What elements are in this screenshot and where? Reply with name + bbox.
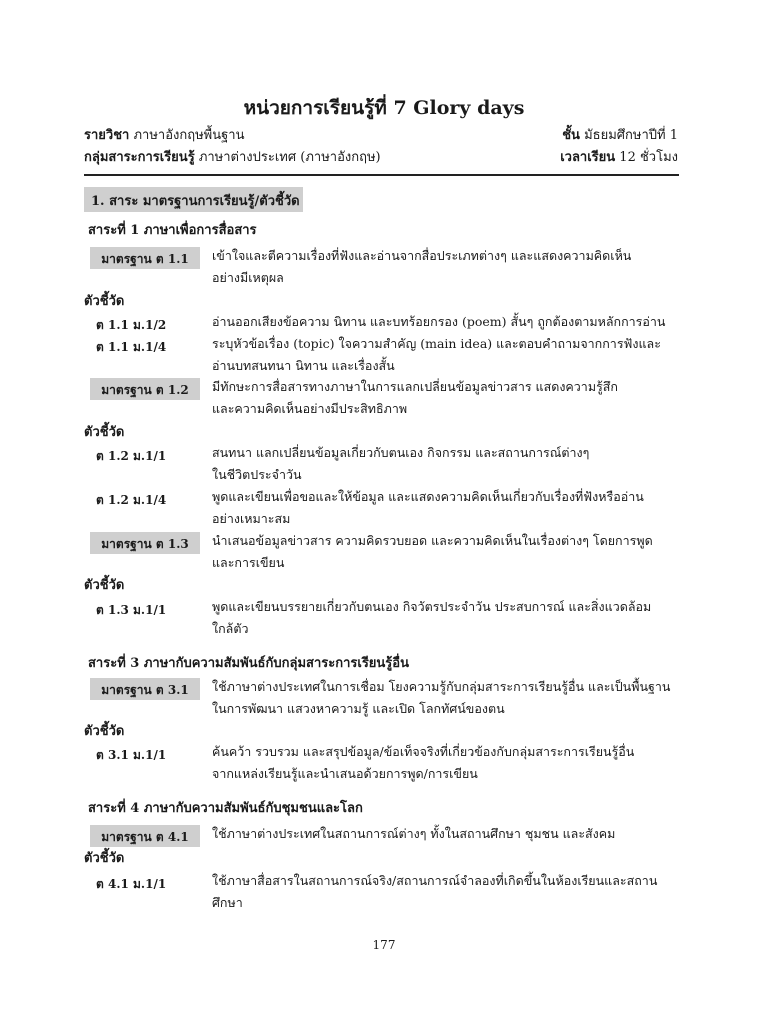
- standard-4-1-line-1: ใช้ภาษาต่างประเทศในสถานการณ์ต่างๆ ทั้งในสถานศึกษา ชุมชน และสังคม: [212, 826, 616, 841]
- standard-4-1-badge: มาตรฐาน ต 4.1: [90, 825, 200, 847]
- indicator-code: ต 1.2 ม.1/1: [96, 449, 167, 463]
- subject-value: ภาษาอังกฤษพื้นฐาน: [133, 128, 245, 143]
- indicator-text: [212, 442, 682, 486]
- page-number: 177: [372, 938, 396, 952]
- indicator-text: [212, 596, 682, 640]
- standard-1-2-badge: มาตรฐาน ต 1.2: [90, 378, 200, 400]
- indicator-code: ต 1.1 ม.1/4: [96, 340, 167, 354]
- indicator-text: [212, 311, 682, 333]
- learning-group-label: กลุ่มสาระการเรียนรู้: [84, 150, 195, 165]
- standard-3-1-line-2: ในการพัฒนา แสวงหาความรู้ และเปิด โลกทัศน์ของตน: [212, 701, 505, 716]
- header-divider: [84, 174, 679, 176]
- standard-1-2-line-1: มีทักษะการสื่อสารทางภาษาในการแลกเปลี่ยนข้อมูลข่าวสาร แสดงความรู้สึก: [212, 379, 618, 394]
- standard-1-1-badge: มาตรฐาน ต 1.1: [90, 247, 200, 269]
- standard-3-1-badge: มาตรฐาน ต 3.1: [90, 678, 200, 700]
- indicator-line: ระบุหัวข้อเรื่อง (topic) ใจความสำคัญ (main idea) และตอบคำถามจากการฟังและ: [212, 336, 661, 351]
- indicator-line: ใกล้ตัว: [212, 621, 249, 636]
- standard-1-1-text: [212, 245, 682, 289]
- indicator-code: ต 3.1 ม.1/1: [96, 748, 167, 762]
- indicator-line: อ่านบทสนทนา นิทาน และเรื่องสั้น: [212, 358, 395, 373]
- indicator-line: พูดและเขียนบรรยายเกี่ยวกับตนเอง กิจวัตรประจำวัน ประสบการณ์ และสิ่งแวดล้อม: [212, 599, 652, 614]
- study-time-value: 12 ชั่วโมง: [619, 150, 678, 165]
- indicator-text: [212, 870, 682, 914]
- indicator-heading: ตัวชี้วัด: [84, 578, 125, 593]
- grade-line: [562, 124, 678, 145]
- indicator-line: อย่างเหมาะสม: [212, 511, 291, 526]
- indicator-text: [212, 333, 682, 377]
- standard-1-2-text: [212, 376, 682, 420]
- indicator-line: ค้นคว้า รวบรวม และสรุปข้อมูล/ข้อเท็จจริงที่เกี่ยวข้องกับกลุ่มสาระการเรียนรู้อื่น: [212, 744, 635, 759]
- standard-1-3-line-2: และการเขียน: [212, 555, 285, 570]
- indicator-heading: ตัวชี้วัด: [84, 425, 125, 440]
- strand-4-heading: สาระที่ 4 ภาษากับความสัมพันธ์กับชุมชนและโลก: [88, 801, 363, 816]
- grade-value: มัธยมศึกษาปีที่ 1: [584, 128, 678, 143]
- subject-label: รายวิชา: [84, 128, 130, 143]
- standard-1-3-badge: มาตรฐาน ต 1.3: [90, 532, 200, 554]
- unit-title: หน่วยการเรียนรู้ที่ 7 Glory days: [243, 97, 525, 119]
- standard-3-1-text: [212, 676, 682, 720]
- indicator-heading: ตัวชี้วัด: [84, 724, 125, 739]
- indicator-line: พูดและเขียนเพื่อขอและให้ข้อมูล และแสดงความคิดเห็นเกี่ยวกับเรื่องที่ฟังหรืออ่าน: [212, 489, 644, 504]
- section-heading: 1. สาระ มาตรฐานการเรียนรู้/ตัวชี้วัด: [84, 187, 303, 212]
- standard-1-2-line-2: และความคิดเห็นอย่างมีประสิทธิภาพ: [212, 401, 408, 416]
- indicator-line: ใช้ภาษาสื่อสารในสถานการณ์จริง/สถานการณ์จำลองที่เกิดขึ้นในห้องเรียนและสถาน: [212, 873, 658, 888]
- indicator-heading: ตัวชี้วัด: [84, 294, 125, 309]
- indicator-line: ศึกษา: [212, 895, 243, 910]
- indicator-heading: ตัวชี้วัด: [84, 851, 125, 866]
- indicator-text: [212, 741, 682, 785]
- strand-1-heading: สาระที่ 1 ภาษาเพื่อการสื่อสาร: [88, 223, 257, 238]
- indicator-line: จากแหล่งเรียนรู้และนำเสนอด้วยการพูด/การเขียน: [212, 766, 478, 781]
- standard-1-1-line-2: อย่างมีเหตุผล: [212, 270, 284, 285]
- standard-4-1-text: [212, 823, 682, 845]
- indicator-text: [212, 486, 682, 530]
- subject-line: [84, 124, 245, 145]
- standard-3-1-line-1: ใช้ภาษาต่างประเทศในการเชื่อม โยงความรู้กับกลุ่มสาระการเรียนรู้อื่น และเป็นพื้นฐาน: [212, 679, 671, 694]
- standard-1-3-text: [212, 530, 682, 574]
- study-time-label: เวลาเรียน: [560, 150, 616, 165]
- study-time-line: [560, 146, 678, 167]
- strand-3-heading: สาระที่ 3 ภาษากับความสัมพันธ์กับกลุ่มสาระการเรียนรู้อื่น: [88, 656, 409, 671]
- indicator-line: ในชีวิตประจำวัน: [212, 467, 302, 482]
- indicator-line: สนทนา แลกเปลี่ยนข้อมูลเกี่ยวกับตนเอง กิจกรรม และสถานการณ์ต่างๆ: [212, 445, 590, 460]
- indicator-code: ต 1.3 ม.1/1: [96, 603, 167, 617]
- learning-group-line: [84, 146, 381, 167]
- indicator-code: ต 4.1 ม.1/1: [96, 877, 167, 891]
- standard-1-3-line-1: นำเสนอข้อมูลข่าวสาร ความคิดรวบยอด และความคิดเห็นในเรื่องต่างๆ โดยการพูด: [212, 533, 653, 548]
- grade-label: ชั้น: [562, 128, 580, 143]
- standard-1-1-line-1: เข้าใจและตีความเรื่องที่ฟังและอ่านจากสื่อประเภทต่างๆ และแสดงความคิดเห็น: [212, 248, 632, 263]
- indicator-code: ต 1.2 ม.1/4: [96, 493, 167, 507]
- learning-group-value: ภาษาต่างประเทศ (ภาษาอังกฤษ): [198, 150, 381, 165]
- indicator-line: อ่านออกเสียงข้อความ นิทาน และบทร้อยกรอง (poem) สั้นๆ ถูกต้องตามหลักการอ่าน: [212, 314, 666, 329]
- indicator-code: ต 1.1 ม.1/2: [96, 318, 167, 332]
